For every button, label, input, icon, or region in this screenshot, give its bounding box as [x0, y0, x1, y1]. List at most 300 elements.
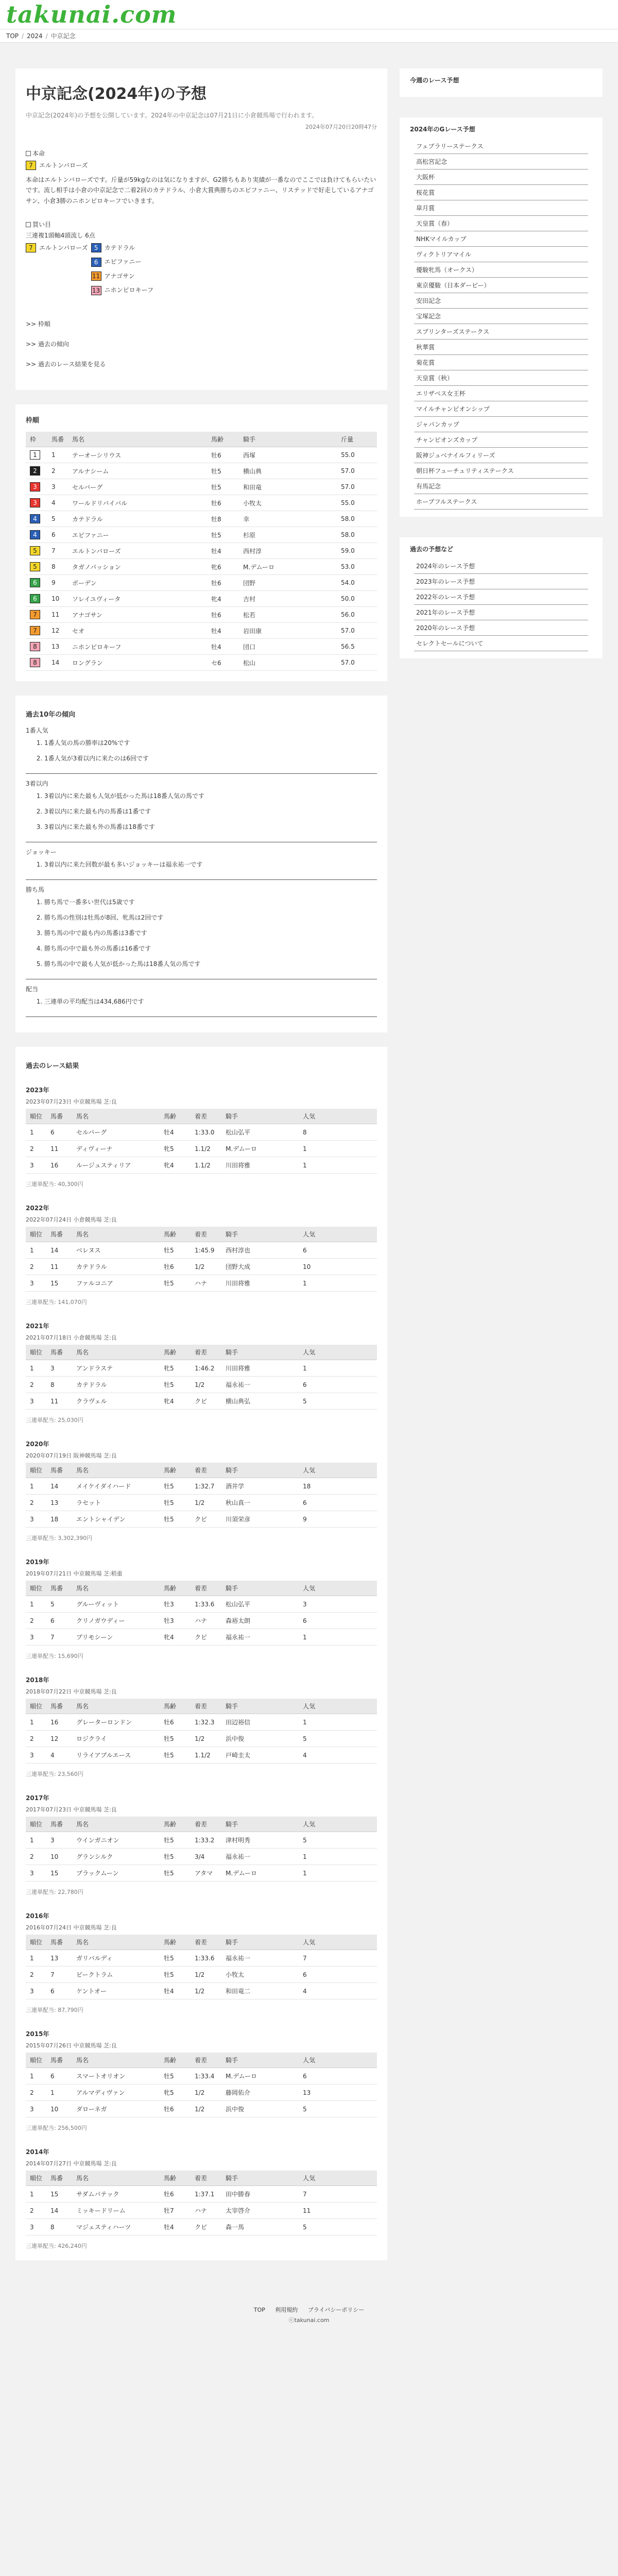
result-cell: 川田将雅 [221, 1157, 299, 1174]
result-cell: 1 [299, 1714, 377, 1731]
result-cell: 8 [46, 2219, 72, 2235]
result-cell: 牡6 [160, 1714, 191, 1731]
g-race-link[interactable]: ホープフルステークス [416, 498, 477, 505]
entry-cell [26, 639, 47, 655]
result-cell: 1:33.2 [191, 1832, 221, 1849]
entry-cell: テーオーシリウス [68, 447, 207, 463]
col-header: 人気 [299, 1935, 377, 1950]
entry-cell: 牡6 [207, 495, 239, 511]
entry-cell: 牡5 [207, 479, 239, 495]
result-cell: 横山典弘 [221, 1393, 299, 1410]
result-cell: 1 [46, 2084, 72, 2101]
entry-cell: 55.0 [337, 447, 377, 463]
entry-cell [26, 575, 47, 591]
past-link[interactable]: 2021年のレース予想 [416, 609, 475, 616]
result-cell: 1 [299, 1360, 377, 1377]
result-table [26, 1699, 377, 1764]
result-cell: マジェスティハーツ [72, 2219, 160, 2235]
result-cell: 牡3 [160, 1596, 191, 1613]
trend-item: 2. 1番人気が3着以内に来たのは6回です [44, 754, 377, 763]
result-cell: 1.1/2 [191, 1747, 221, 1764]
site-logo[interactable]: takunai.com [6, 1, 177, 28]
past-link[interactable]: 2023年のレース予想 [416, 578, 475, 585]
result-cell: 2 [26, 1849, 46, 1865]
trend-item: 2. 勝ち馬の性別は牡馬が8回、牝馬は2回です [44, 913, 377, 922]
entry-cell: 6 [47, 527, 68, 543]
g-race-link[interactable]: 阪神ジュベナイルフィリーズ [416, 452, 495, 459]
g-race-link[interactable]: 桜花賞 [416, 189, 435, 196]
result-cell: 牡5 [160, 1950, 191, 1967]
result-cell: 牝5 [160, 2084, 191, 2101]
trend-item: 3. 3着以内に来た最も外の馬番は18番です [44, 822, 377, 832]
col-header: 騎手 [239, 432, 337, 447]
result-cell: 牡5 [160, 1865, 191, 1882]
col-header: 馬齢 [160, 1463, 191, 1478]
entry-row [26, 527, 377, 543]
col-header: 馬齢 [160, 1345, 191, 1360]
checkbox-icon [26, 151, 31, 156]
trend-category: 3着以内 [26, 780, 48, 788]
result-cell: ベレヌス [72, 1242, 160, 1259]
result-cell: 藤岡佑介 [221, 2084, 299, 2101]
col-header: 騎手 [221, 1109, 299, 1124]
col-header: 馬名 [72, 1935, 160, 1950]
footer-link-privacy[interactable]: プライバシーポリシー [307, 2307, 365, 2314]
result-cell: 3 [26, 1865, 46, 1882]
result-cell: 牡3 [160, 1613, 191, 1629]
g-race-item[interactable] [414, 479, 588, 494]
g-race-item[interactable] [414, 139, 588, 154]
g-race-item[interactable] [414, 417, 588, 432]
result-info: 2021年07月18日 小倉競馬場 芝:良 [26, 1334, 117, 1342]
g-race-item[interactable] [414, 370, 588, 386]
result-year: 2018年 [26, 1676, 49, 1684]
result-cell: 18 [299, 1478, 377, 1495]
trend-item: 1. 3着以内に来た回数が最も多いジョッキーは福永祐一です [44, 860, 377, 869]
frame-badge: 11 [91, 272, 101, 281]
trifecta-payout: 三連単配当: 426,240円 [26, 2243, 87, 2250]
g-race-item[interactable] [414, 185, 588, 200]
frame-badge: 2 [30, 466, 40, 476]
result-cell: 10 [46, 2101, 72, 2117]
g-race-link[interactable]: 安田記念 [416, 297, 441, 304]
entry-row [26, 623, 377, 639]
entry-cell: 杉原 [239, 527, 337, 543]
partner-horse: エピファニー [104, 258, 142, 266]
result-row [26, 1950, 377, 1967]
result-cell: クビ [191, 1629, 221, 1646]
result-cell: 1 [26, 1950, 46, 1967]
result-year-block [26, 1675, 377, 1778]
g-race-link[interactable]: 大阪杯 [416, 174, 435, 181]
result-cell: 8 [46, 1377, 72, 1393]
result-cell: 田辺裕信 [221, 1714, 299, 1731]
g-race-link[interactable]: 高松宮記念 [416, 158, 448, 165]
entry-cell: ロングラン [68, 655, 207, 671]
result-cell: 4 [299, 1747, 377, 1764]
result-cell: 1/2 [191, 1259, 221, 1275]
result-cell: 4 [46, 1747, 72, 1764]
g-race-link[interactable]: 有馬記念 [416, 483, 441, 490]
result-row [26, 1714, 377, 1731]
entry-table [26, 432, 377, 671]
result-cell: ラセット [72, 1495, 160, 1511]
g-race-item[interactable] [414, 200, 588, 216]
result-row [26, 1629, 377, 1646]
result-cell: 牡5 [160, 1849, 191, 1865]
result-cell: 2 [26, 2202, 46, 2219]
result-cell: 1 [26, 2186, 46, 2202]
entry-cell: 10 [47, 591, 68, 607]
result-cell: 森裕太朗 [221, 1613, 299, 1629]
entry-cell [26, 495, 47, 511]
g-race-item[interactable] [414, 340, 588, 355]
result-cell: 16 [46, 1714, 72, 1731]
result-cell: 2 [26, 1259, 46, 1275]
result-cell: 4 [299, 1983, 377, 1999]
result-cell: 小牧太 [221, 1967, 299, 1983]
past-link[interactable]: セレクトセールについて [416, 640, 484, 647]
frame-badge: 6 [30, 594, 40, 603]
col-header: 人気 [299, 1227, 377, 1242]
result-cell: 松山弘平 [221, 1596, 299, 1613]
g-race-item[interactable] [414, 170, 588, 185]
col-header: 馬齢 [160, 1109, 191, 1124]
result-cell: 森一馬 [221, 2219, 299, 2235]
trends-list [26, 726, 377, 1017]
col-header: 馬番 [46, 1935, 72, 1950]
result-cell: 8 [299, 1124, 377, 1141]
result-cell: 田中勝春 [221, 2186, 299, 2202]
g-race-link[interactable]: マイルチャンピオンシップ [416, 405, 490, 413]
result-cell: グレーターロンドン [72, 1714, 160, 1731]
result-cell: 1 [26, 2068, 46, 2084]
result-row [26, 1865, 377, 1882]
partner-horse: ニホンピロキーフ [104, 286, 153, 294]
result-cell: 7 [299, 2186, 377, 2202]
trend-item: 3. 勝ち馬の中で最も内の馬番は3番です [44, 928, 377, 938]
result-cell: 6 [299, 1613, 377, 1629]
past-link[interactable]: 2022年のレース予想 [416, 594, 475, 601]
col-header: 人気 [299, 1463, 377, 1478]
col-header: 馬名 [72, 2053, 160, 2068]
result-cell: 1:32.7 [191, 1478, 221, 1495]
entry-cell: エピファニー [68, 527, 207, 543]
result-cell: 6 [46, 2068, 72, 2084]
result-cell: 5 [299, 1393, 377, 1410]
entry-cell: 吉村 [239, 591, 337, 607]
result-cell: メイケイダイハード [72, 1478, 160, 1495]
past-item[interactable] [414, 589, 588, 605]
result-year-block [26, 2029, 377, 2132]
entry-cell: 団口 [239, 639, 337, 655]
frame-badge: 7 [30, 626, 40, 635]
col-header: 馬番 [46, 2053, 72, 2068]
result-cell: 1/2 [191, 2101, 221, 2117]
result-cell: 1 [299, 1275, 377, 1292]
result-cell: クラヴェル [72, 1393, 160, 1410]
result-cell: ケントオー [72, 1983, 160, 1999]
g-race-link[interactable]: 菊花賞 [416, 359, 435, 366]
col-header: 馬齢 [160, 2171, 191, 2186]
result-cell: スマートオリオン [72, 2068, 160, 2084]
result-cell: 3 [26, 1983, 46, 1999]
g-race-item[interactable] [414, 494, 588, 510]
trend-item: 1. 1番人気の馬の勝率は20%です [44, 738, 377, 748]
result-cell: 3 [26, 1275, 46, 1292]
result-cell: 1:33.0 [191, 1124, 221, 1141]
trifecta-payout: 三連単配当: 22,780円 [26, 1889, 83, 1896]
g-race-link[interactable]: ジャパンカップ [416, 421, 459, 428]
col-header: 着差 [191, 1699, 221, 1714]
result-cell: 1 [26, 1714, 46, 1731]
col-header: 人気 [299, 1699, 377, 1714]
result-cell: 牡5 [160, 1511, 191, 1528]
result-cell: 3 [26, 1511, 46, 1528]
entry-row [26, 463, 377, 479]
g-race-item[interactable] [414, 154, 588, 170]
footer-link-top[interactable]: TOP [253, 2307, 265, 2314]
g-race-link[interactable]: チャンピオンズカップ [416, 436, 478, 444]
trend-list [26, 897, 377, 979]
result-cell: 牝5 [160, 1141, 191, 1157]
result-row [26, 1747, 377, 1764]
g-race-item[interactable] [414, 386, 588, 401]
g-race-link[interactable]: 優駿牝馬（オークス） [416, 266, 478, 274]
result-info: 2017年07月23日 中京競馬場 芝:良 [26, 1806, 117, 1814]
result-info: 2018年07月22日 中京競馬場 芝:良 [26, 1688, 117, 1696]
g-race-item[interactable] [414, 355, 588, 370]
entry-cell: 7 [47, 543, 68, 559]
g-race-item[interactable] [414, 247, 588, 262]
g-race-item[interactable] [414, 324, 588, 340]
published-date: 2024年07月20日20時47分 [305, 124, 377, 131]
col-header: 馬番 [46, 1581, 72, 1596]
result-cell: カテドラル [72, 1259, 160, 1275]
result-cell: 15 [46, 1865, 72, 1882]
g-race-link[interactable]: 皐月賞 [416, 205, 435, 212]
col-header: 馬番 [46, 1109, 72, 1124]
g-race-link[interactable]: NHKマイルカップ [416, 235, 467, 243]
result-year-block [26, 1086, 377, 1188]
result-cell: 13 [299, 2084, 377, 2101]
g-race-link[interactable]: 宝塚記念 [416, 313, 441, 320]
col-header: 着差 [191, 1817, 221, 1832]
g-race-link[interactable]: 東京優駿（日本ダービー） [416, 282, 490, 289]
entry-cell: セルバーグ [68, 479, 207, 495]
g-race-link[interactable]: ヴィクトリアマイル [416, 251, 472, 258]
entry-cell [26, 607, 47, 623]
result-cell: 2 [26, 1495, 46, 1511]
honmei-comment: 本命はエルトンバローズです。斤量が59kgなのは気になりますが、G2勝ちもあり実績が一番なのでここでは負けてもらいたいです。流し相手は小倉の中京記念で二着2回のカテドラル、小倉大賞典勝ちのエピファニー、リステッドで好走しているアナゴサン、小倉3勝のニホンピロキーフでいきます。 [26, 176, 376, 205]
col-header: 馬齢 [160, 1935, 191, 1950]
entry-cell: エルトンバローズ [68, 543, 207, 559]
col-header: 騎手 [221, 1227, 299, 1242]
breadcrumb-year[interactable]: 2024 [27, 32, 43, 40]
entry-cell: 5 [47, 511, 68, 527]
g-race-item[interactable] [414, 293, 588, 309]
g-race-box [400, 117, 603, 517]
col-header: 順位 [26, 1699, 46, 1714]
trifecta-payout: 三連単配当: 15,690円 [26, 1653, 83, 1660]
result-row [26, 1360, 377, 1377]
result-cell: 14 [46, 1478, 72, 1495]
result-cell: 1 [299, 1849, 377, 1865]
g-race-item[interactable] [414, 448, 588, 463]
result-row [26, 1731, 377, 1747]
entry-cell: 58.0 [337, 527, 377, 543]
result-cell: 6 [299, 2068, 377, 2084]
trend-item: 1. 3着以内に来た最も人気が低かった馬は18番人気の馬です [44, 791, 377, 801]
result-cell: 2 [26, 1141, 46, 1157]
past-item[interactable] [414, 558, 588, 574]
trifecta-payout: 三連単配当: 256,500円 [26, 2125, 87, 2132]
g-race-link[interactable]: 天皇賞（秋） [416, 375, 454, 382]
result-cell: 1.1/2 [191, 1157, 221, 1174]
breadcrumb [0, 29, 618, 43]
result-year-block [26, 1204, 377, 1306]
frame-badge: 3 [30, 498, 40, 507]
entry-cell: 57.0 [337, 623, 377, 639]
result-cell: 10 [46, 1849, 72, 1865]
result-year: 2023年 [26, 1087, 49, 1094]
result-cell: 2 [26, 1967, 46, 1983]
g-race-title: 2024年のGレース予想 [410, 126, 475, 133]
col-header: 順位 [26, 1581, 46, 1596]
trend-list [26, 791, 377, 842]
result-cell: 1 [299, 1157, 377, 1174]
result-year: 2019年 [26, 1558, 49, 1566]
col-header: 人気 [299, 2171, 377, 2186]
col-header: 馬名 [72, 1109, 160, 1124]
g-race-item[interactable] [414, 401, 588, 417]
col-header: 順位 [26, 2171, 46, 2186]
g-race-item[interactable] [414, 216, 588, 231]
g-race-link[interactable]: スプリンターズステークス [416, 328, 490, 335]
past-item[interactable] [414, 605, 588, 620]
result-table [26, 1109, 377, 1174]
site-header [0, 0, 618, 29]
g-race-item[interactable] [414, 309, 588, 324]
entry-cell: 牡4 [207, 639, 239, 655]
result-cell: 9 [299, 1511, 377, 1528]
entry-cell: 50.0 [337, 591, 377, 607]
g-race-link[interactable]: 秋華賞 [416, 344, 435, 351]
g-race-link[interactable]: エリザベス女王杯 [416, 390, 466, 397]
result-cell: 14 [46, 2202, 72, 2219]
result-cell: 1 [26, 1596, 46, 1613]
axis-horse: エルトンバローズ [39, 244, 88, 251]
past-item[interactable] [414, 574, 588, 589]
result-cell: 1 [299, 1865, 377, 1882]
result-row [26, 1849, 377, 1865]
result-cell: M.デムーロ [221, 2068, 299, 2084]
entry-cell: 56.5 [337, 639, 377, 655]
entry-cell [26, 447, 47, 463]
result-cell: ピークトラム [72, 1967, 160, 1983]
result-cell: エントシャイデン [72, 1511, 160, 1528]
frame-badge: 8 [30, 658, 40, 667]
result-cell: 西村淳也 [221, 1242, 299, 1259]
entry-cell: 和田竜 [239, 479, 337, 495]
entry-cell: 9 [47, 575, 68, 591]
result-row [26, 1377, 377, 1393]
result-cell: クビ [191, 1511, 221, 1528]
entry-row [26, 639, 377, 655]
link-trends[interactable]: >> 過去の傾向 [26, 341, 69, 348]
result-cell: アルマディヴァン [72, 2084, 160, 2101]
entry-cell: 松若 [239, 607, 337, 623]
col-header: 馬齢 [160, 1227, 191, 1242]
result-cell: 牡5 [160, 1242, 191, 1259]
footer [0, 2306, 618, 2332]
g-race-link[interactable]: 朝日杯フューチュリティステークス [416, 467, 514, 474]
result-cell: M.デムーロ [221, 1141, 299, 1157]
result-row [26, 1242, 377, 1259]
entry-row [26, 607, 377, 623]
entry-card [15, 404, 387, 681]
col-header: 馬番 [46, 2171, 72, 2186]
past-link[interactable]: 2020年のレース予想 [416, 624, 475, 632]
result-row [26, 2101, 377, 2117]
result-row [26, 2068, 377, 2084]
g-race-link[interactable]: 天皇賞（春） [416, 220, 454, 227]
col-header: 馬齢 [160, 1699, 191, 1714]
g-race-link[interactable]: フェブラリーステークス [416, 143, 484, 150]
footer-link-terms[interactable]: 利用規約 [275, 2307, 298, 2314]
breadcrumb-top[interactable]: TOP [6, 32, 19, 40]
g-race-item[interactable] [414, 278, 588, 293]
result-cell: 太宰啓介 [221, 2202, 299, 2219]
buy-label: 買い目 [32, 221, 52, 229]
g-race-item[interactable] [414, 432, 588, 448]
result-cell: 牡5 [160, 2068, 191, 2084]
col-header: 馬番 [46, 1227, 72, 1242]
link-entry[interactable]: >> 枠順 [26, 320, 50, 328]
result-cell: 牝4 [160, 1629, 191, 1646]
entry-row [26, 511, 377, 527]
frame-badge: 7 [26, 243, 36, 252]
g-race-item[interactable] [414, 231, 588, 247]
past-item[interactable] [414, 620, 588, 636]
result-cell: 戸崎圭太 [221, 1747, 299, 1764]
entry-cell: ソレイユヴィータ [68, 591, 207, 607]
result-cell: 1:32.3 [191, 1714, 221, 1731]
past-link[interactable]: 2024年のレース予想 [416, 563, 475, 570]
result-cell: 2 [26, 1613, 46, 1629]
result-cell: 1 [26, 1832, 46, 1849]
result-row [26, 1124, 377, 1141]
result-cell: 秋山真一 [221, 1495, 299, 1511]
link-results[interactable]: >> 過去のレース結果を見る [26, 361, 106, 368]
g-race-item[interactable] [414, 463, 588, 479]
past-item[interactable] [414, 636, 588, 651]
entry-cell: ニホンピロキーフ [68, 639, 207, 655]
entry-cell: 11 [47, 607, 68, 623]
partner-horse: カテドラル [104, 244, 135, 251]
trends-card [15, 696, 387, 1032]
result-cell: 11 [46, 1393, 72, 1410]
result-cell: 5 [299, 1731, 377, 1747]
g-race-item[interactable] [414, 262, 588, 278]
col-header: 枠 [26, 432, 47, 447]
result-cell: グルーヴィット [72, 1596, 160, 1613]
result-row [26, 1495, 377, 1511]
result-cell: 浜中俊 [221, 1731, 299, 1747]
breadcrumb-current: 中京記念 [50, 32, 76, 40]
entry-cell: 1 [47, 447, 68, 463]
col-header: 馬名 [72, 1699, 160, 1714]
